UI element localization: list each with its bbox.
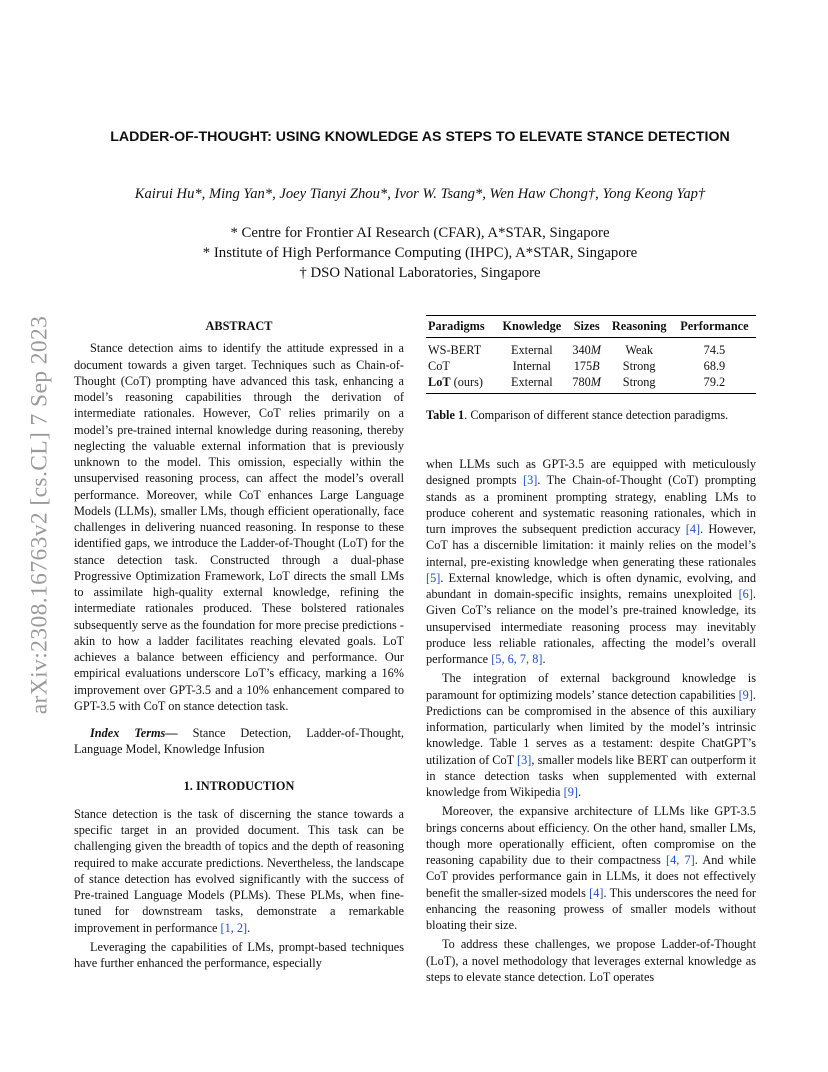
citation-link[interactable]: [5] [426, 570, 441, 585]
arxiv-id: arXiv:2308.16763v2 [cs.CL] 7 Sep 2023 [26, 315, 53, 715]
size-cell: 340M [572, 343, 602, 357]
table-header: Knowledge [496, 316, 568, 338]
table-header: Performance [673, 316, 756, 338]
knowledge-cell: External [496, 374, 568, 394]
citation-link[interactable]: [4] [685, 522, 701, 536]
left-column [74, 318, 404, 971]
affiliation-ihpc: * Institute of High Performance Computing (IHPC), A*STAR, Singapore [202, 245, 638, 261]
citation-link[interactable]: [4, 7] [666, 853, 695, 867]
paradigm-cell: LoT (ours) [426, 374, 496, 394]
affiliation-dso: † DSO National Laboratories, Singapore [299, 265, 541, 281]
citation-link[interactable]: [5, 6, 7, 8] [491, 652, 543, 666]
table-row [426, 374, 756, 394]
citation-link[interactable]: [4] [589, 885, 604, 900]
citation-link[interactable]: [9] [738, 687, 753, 702]
authors: Kairui Hu*, Ming Yan*, Joey Tianyi Zhou*, Ivor W. Tsang*, Wen Haw Chong†, Yong Keong Yap† [134, 186, 706, 202]
table-header: Paradigms [426, 316, 496, 338]
arxiv-watermark [18, 295, 62, 735]
reasoning-cell: Strong [622, 359, 656, 373]
citation-link[interactable]: [3] [523, 473, 538, 488]
table-row [426, 358, 756, 374]
index-terms-label: Index Terms— [90, 726, 178, 740]
abstract-text: Stance detection aims to identify the attitude expressed in a document towards a given target. Techniques such as Chain-of-Thought (CoT) prompting have advanced this task, enhancing a model’s reasoning capabilities through the derivation of intermediate rationales. However, CoT relies primarily on a model’s pre-trained internal knowledge during reasoning, thereby neglecting the valuable external information that is previously unknown to the model. This omission, especially within the unsupervised reasoning process, can affect the model’s overall performance. Moreover, while CoT enhances Large Language Models (LLMs), smaller LMs, though efficient operationally, face challenges in delivering nuanced reasoning. In response to these identified gaps, we introduce the Ladder-of-Thought (LoT) for the stance detection task. Constructed through a dual-phase Progressive Optimization Framework, LoT directs the small LMs to assimilate high-quality external knowledge, refining the intermediate rationales produced. These bolstered rationales subsequently serve as the foundation for more precise predictions - akin to how a ladder facilitates reaching elevated goals. LoT achieves a balance between efficiency and performance. Our empirical evaluations underscore LoT’s efficacy, marking a 16% improvement over GPT-3.5 and a 10% enhancement compared to GPT-3.5 with CoT on stance detection task. [74, 341, 404, 713]
intro-paragraph-2: Leveraging the capabilities of LMs, prompt-based techniques have further enhanced the performance, especially [74, 939, 404, 970]
knowledge-cell: External [511, 343, 553, 357]
table-header: Sizes [568, 316, 606, 338]
citation-link[interactable]: [6] [738, 587, 753, 601]
right-paragraph-4: To address these challenges, we propose Ladder-of-Thought (LoT), a novel methodology that leverages external knowledge as steps to elevate stance detection. LoT operates [426, 937, 756, 984]
knowledge-cell: Internal [512, 359, 551, 373]
table-caption-text: . Comparison of different stance detection paradigms. [464, 408, 729, 422]
right-paragraph-3: Moreover, the expansive architecture of LLMs like GPT-3.5 brings concerns about efficiency. On the other hand, smaller LMs, though more operationally efficient, often compromise on the reasoning capability due to their compactness [4, 7]. And while CoT provides performance gain in LLMs, it does not effectively benefit the smaller-sized models [4]. This underscores the need for enhancing the reasoning prowess of smaller models without bloating their size. [426, 804, 756, 932]
table-row [426, 338, 756, 359]
abstract-heading: ABSTRACT [205, 319, 273, 333]
size-cell: 780M [568, 374, 606, 394]
performance-cell: 74.5 [703, 343, 726, 357]
affiliations [100, 223, 740, 283]
citation-link[interactable]: [9] [563, 785, 578, 799]
table-caption [426, 408, 756, 423]
reasoning-cell: Strong [605, 374, 672, 394]
comparison-table [426, 315, 756, 394]
intro-p1-text: Stance detection is the task of discerning the stance towards a specific target in an provided document. This task can be challenging given the breadth of topics and the depth of reasoning required to make accurate predictions. Nevertheless, the landscape of stance detection has evolved significantly with the success of Pre-trained Language Models (PLMs). These PLMs, when fine-tuned for downstream tasks, demonstrate a remarkable improvement in performance [74, 806, 404, 935]
right-paragraph-1: when LLMs such as GPT-3.5 are equipped with meticulously designed prompts [3]. The Chain-of-Thought (CoT) prompting stands as a prominent prompting strategy, enabling LMs to produce coherent and systematic reasoning rationales, which in turn improves the subsequent prediction accuracy [4]. However, CoT has a discernible limitation: it mainly relies on the model’s internal, pre-existing knowledge when generating these rationales [5]. External knowledge, which is often dynamic, evolving, and abundant in domain-specific insights, remains unexploited [6]. Given CoT’s reliance on the model’s pre-trained knowledge, its unsupervised intermediate reasoning process may inevitably produce less reliable rationales, affecting the model’s overall performance [5, 6, 7, 8]. [426, 457, 757, 666]
reasoning-cell: Weak [625, 343, 654, 357]
performance-cell: 68.9 [703, 359, 726, 373]
paper-title: LADDER-OF-THOUGHT: USING KNOWLEDGE AS STEPS TO ELEVATE STANCE DETECTION [110, 129, 730, 145]
citation-link[interactable]: [3] [517, 752, 532, 767]
right-column [426, 456, 756, 985]
paradigm-cell: CoT [428, 359, 450, 373]
citation-link[interactable]: [1, 2] [220, 920, 248, 935]
performance-cell: 79.2 [673, 374, 756, 394]
table-header: Reasoning [605, 316, 672, 338]
table-header-row [426, 316, 756, 338]
index-terms [74, 725, 404, 758]
right-paragraph-2: The integration of external background knowledge is paramount for optimizing models’ stance detection capabilities [9]. Predictions can be compromised in the absence of this auxiliary information, particularly when limited by the model’s intrinsic knowledge. Table 1 serves as a testament: despite ChatGPT’s utilization of CoT [3], smaller models like BERT can outperform it in stance detection tasks when supplemented with external knowledge from Wikipedia [9]. [426, 671, 756, 799]
intro-heading: 1. INTRODUCTION [183, 778, 295, 793]
affiliation-cfar: * Centre for Frontier AI Research (CFAR), A*STAR, Singapore [230, 225, 610, 241]
index-terms-text: Stance Detection, Ladder-of-Thought, Language Model, Knowledge Infusion [74, 726, 404, 757]
paradigm-cell: WS-BERT [428, 343, 482, 357]
table-caption-label: Table 1 [426, 408, 465, 422]
intro-paragraph-1: Stance detection is the task of discerning the stance towards a specific target in an provided document. This task can be challenging given the breadth of topics and the depth of reasoning required to make accurate predictions. Nevertheless, the landscape of stance detection has evolved significantly with the success of Pre-trained Language Models (PLMs). These PLMs, when fine-tuned for downstream tasks, demonstrate a remarkable improvement in performance [1, 2]. [74, 806, 404, 935]
size-cell: 175B [573, 359, 600, 373]
